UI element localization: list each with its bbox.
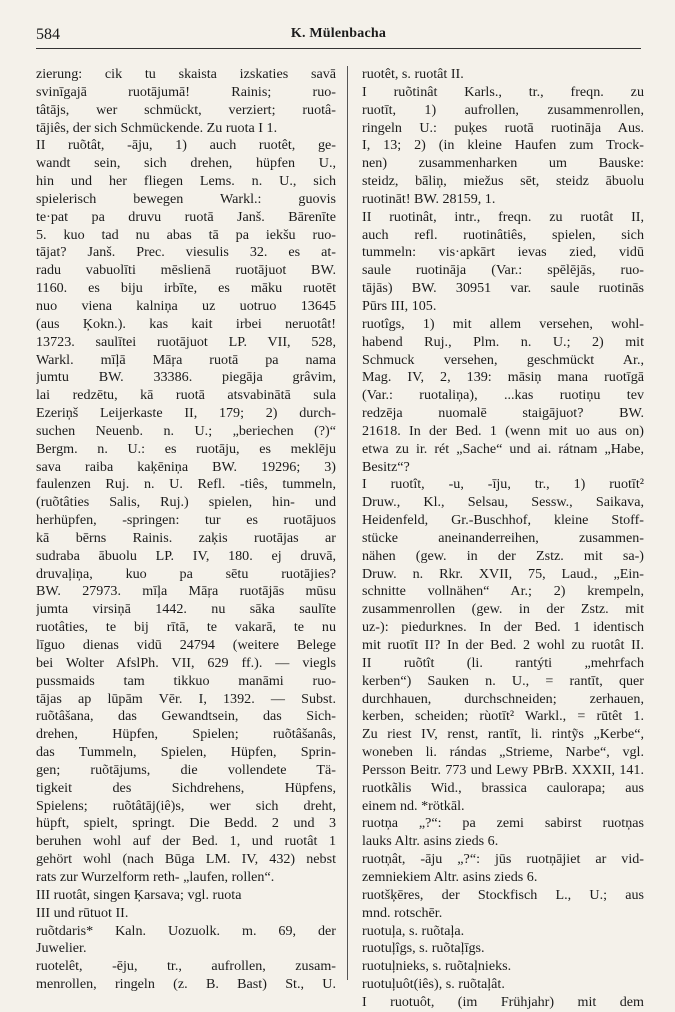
- text-line: jumtu BW. 33386. piegāja grâvim,: [36, 369, 336, 386]
- text-line: (Var.: ruotaliņa), ...kas ruotiņu tev: [362, 387, 644, 404]
- text-line: faulenzen Ruj. n. U. Refl. -tiês, tummeln,: [36, 476, 336, 493]
- text-line: Druw., Kl., Selsau, Sessw., Saikava,: [362, 494, 644, 511]
- text-line: pussmaids tam tikkuo manāmi ruo-: [36, 672, 336, 689]
- text-line: einem nd. *rötkāl.: [362, 797, 465, 814]
- text-line: Besitz“?: [362, 458, 410, 475]
- text-line: ruotšķēres, der Stockfisch L., U.; aus: [362, 886, 644, 903]
- text-line: 5. kuo tad nu abas tā pa iekšu ruo-: [36, 226, 336, 243]
- text-line: Spielens; ruõtâtāj(iê)s, wer sich dreht,: [36, 797, 336, 814]
- text-line: ruotêt, s. ruotât II.: [362, 66, 464, 82]
- text-line: steidz, bāliņ, miežus sēt, steidz ābuolu: [362, 173, 644, 190]
- text-line: jumta virsiņā 1442. nu sāka saulīte: [36, 601, 336, 618]
- text-line: ruotņât, -āju „?“: jūs ruotņājiet ar vid-: [362, 851, 644, 868]
- text-line: durchhauen, durchschneiden; zerhauen,: [362, 690, 644, 707]
- text-line: tājat? Janš. Prec. viesulis 32. es at-: [36, 244, 336, 261]
- text-line: lauks Altr. asins zieds 6.: [362, 833, 499, 850]
- text-line: ruotuļîgs, s. ruõtaļīgs.: [362, 940, 485, 957]
- text-line: saule ruotināja (Var.: spēlējās, ruo-: [362, 262, 644, 279]
- text-line: mnd. rotschēr.: [362, 904, 443, 921]
- text-line: stücke aneinanderreihen, zusammen-: [362, 529, 644, 546]
- text-line: beruhen wohl auf der Bed. 1, und ruotât 1: [36, 833, 336, 850]
- text-line: sudraba ābuolu LP. IV, 180. ej druvā,: [36, 547, 336, 564]
- text-line: ruotelêt, -ēju, tr., aufrollen, zusam-: [36, 958, 336, 975]
- text-line: Pūrs III, 105.: [362, 297, 437, 314]
- text-line: herhüpfen, -springen: tur es ruotājuos: [36, 512, 336, 529]
- text-line: Schmuck versehen, geschmückt Ar.,: [362, 351, 644, 368]
- text-line: ringeln U.: puķes ruotā ruotināja Aus.: [362, 119, 644, 136]
- text-line: ruotņa „?“: pa zemi sabirst ruotņas: [362, 815, 644, 832]
- text-line: hüpft, spielt, springt. Die Bedd. 2 und 3: [36, 815, 336, 832]
- text-line: nähen (gew. in der Zstz. mit sa-): [362, 547, 644, 564]
- column-divider: [347, 66, 348, 980]
- text-line: suchen Neuenb. n. U.; „beriechen (?)“: [36, 422, 336, 439]
- text-line: hin und her fliegen Lems. n. U., sich: [36, 173, 336, 190]
- text-line: II ruõtât, -āju, 1) auch ruotêt, ge-: [36, 137, 336, 154]
- text-line: III und rūtuot II.: [36, 904, 129, 921]
- text-line: Mag. IV, 2, 139: māsiņ mana ruotīgā: [362, 369, 644, 386]
- left-column: [36, 66, 336, 993]
- page-number: 584: [36, 26, 60, 43]
- text-line: (ruõtâties Salis, Ruj.) spielen, hin- und: [36, 494, 336, 511]
- text-line: gehört wohl (nach Būga LM. IV, 432) nebst: [36, 851, 336, 868]
- text-line: Warkl. mīļā Māŗa ruotā pa nama: [36, 351, 336, 368]
- text-line: kā bērns Rainis. zaķis ruotājas ar: [36, 529, 336, 546]
- right-column: [362, 66, 644, 1010]
- text-line: radu vabuolīti mēslienā ruotājuot BW.: [36, 262, 336, 279]
- text-line: tummeln: vis·apkārt ievas zied, vidū: [362, 244, 644, 261]
- text-line: woneben li. rándas „Strieme, Narbe“, vgl.: [362, 744, 644, 761]
- text-line: I ruotuôt, (im Frühjahr) mit dem: [362, 993, 644, 1010]
- text-line: ruotuļuôt(iês), s. ruõtaļât.: [362, 976, 505, 993]
- text-line: sava raiba kaķēniņa BW. 19296; 3): [36, 458, 336, 475]
- text-line: Druw. n. Rkr. XVII, 75, Laud., „Ein-: [362, 565, 644, 582]
- text-line: druvaļiņa, kuo pa sētu ruotājies?: [36, 565, 336, 582]
- text-line: 21618. In der Bed. 1 (wenn mit uo aus on): [362, 422, 644, 439]
- text-line: gen; ruõtājums, die vollendete Tä-: [36, 761, 336, 778]
- page-header: [36, 24, 641, 49]
- text-line: nen) zusammenharken um Bauske:: [362, 155, 644, 172]
- text-line: das Tummeln, Spielen, Hüpfen, Sprin-: [36, 744, 336, 761]
- text-line: zierung: cik tu skaista izskaties savā: [36, 66, 336, 82]
- text-line: (aus Ķokn.). kas kait irbei neruotât!: [36, 315, 336, 332]
- text-line: uz-): piedurknes. In der Bed. 1 identisch: [362, 619, 644, 636]
- text-line: te·pat pa druvu ruotā Janš. Bārenīte: [36, 208, 336, 225]
- text-line: bei Wolter AfslPh. VII, 629 ff.). — viegls: [36, 654, 336, 671]
- text-line: schnitte vollnähen“ Ar.; 2) krempeln,: [362, 583, 644, 600]
- text-line: 1160. es biju irbīte, es māku ruotēt: [36, 280, 336, 297]
- text-line: Zu riest IV, renst, rantīt, li. rintỹs „Kerbe“,: [362, 726, 644, 743]
- text-line: Bergm. n. U.: es ruotāju, es meklēju: [36, 440, 336, 457]
- text-line: 13723. saulītei ruotājuot LP. VII, 528,: [36, 333, 336, 350]
- text-line: ruotuļa, s. ruõtaļa.: [362, 922, 465, 939]
- text-line: ruotîgs, 1) mit allem versehen, wohl-: [362, 315, 644, 332]
- text-line: tigkeit des Sichdrehens, Hüpfens,: [36, 779, 336, 796]
- text-line: tājās) BW. 30951 var. saule ruotinās: [362, 280, 644, 297]
- text-line: mit ruotīt II? In der Bed. 2 wohl zu ruotât II.: [362, 637, 644, 653]
- text-line: menrollen, ringeln (z. B. Bast) St., U.: [36, 976, 336, 993]
- running-head: K. Mülenbacha: [290, 26, 387, 41]
- text-line: Persson Beitr. 773 und Lewy PBrB. XXXII, 141.: [362, 761, 644, 778]
- text-line: etwa zu ir. rét „Sache“ und ai. rátnam „Habe,: [362, 440, 644, 457]
- text-line: Juwelier.: [36, 940, 87, 957]
- text-line: II ruõtît (li. rantýti „mehrfach: [362, 654, 644, 671]
- text-line: tājas ap lūpām Vēr. I, 1392. — Subst.: [36, 690, 336, 707]
- text-line: kerben“) Sauken n. U., = rantīt, quer: [362, 672, 644, 689]
- text-line: I ruotît, -u, -īju, tr., 1) ruotīt²: [362, 476, 644, 493]
- text-line: drehen, Hüpfen, Spielen; ruõtâšanâs,: [36, 726, 336, 743]
- text-line: II ruotinât, intr., freqn. zu ruotât II,: [362, 208, 644, 225]
- text-line: zusammenrollen (gew. in der Zstz. mit: [362, 601, 644, 618]
- text-line: ruotināt! BW. 28159, 1.: [362, 190, 496, 207]
- text-line: ruotīt, 1) aufrollen, zusammenrollen,: [362, 101, 644, 118]
- text-line: svinīgajā ruotājumā! Rainis; ruo-: [36, 83, 336, 100]
- text-line: BW. 27973. mīļa Māŗa ruotājās mūsu: [36, 583, 336, 600]
- text-line: ruotâties, te bij rītā, te vakarā, te nu: [36, 619, 336, 636]
- text-line: wandt sein, sich drehen, hüpfen U.,: [36, 155, 336, 172]
- text-line: zemniekiem Altr. asins zieds 6.: [362, 868, 538, 885]
- text-line: I, 13; 2) (in kleine Haufen zum Trock-: [362, 137, 644, 154]
- text-line: tâtājs, wer schmückt, verziert; ruotâ-: [36, 101, 336, 118]
- text-line: ruõtâšana, das Gewandtsein, das Sich-: [36, 708, 336, 725]
- text-line: līguo dienas vidū 24794 (weitere Belege: [36, 637, 336, 653]
- text-line: ruotkãlis Wid., brassica caulorapa; aus: [362, 779, 644, 796]
- text-line: III ruotât, singen Ķarsava; vgl. ruota: [36, 886, 242, 903]
- text-line: kerben, scheiden; rùotīt² Warkl., = rūtêt 1.: [362, 708, 644, 725]
- text-line: habend Ruj., Plm. n. U.; 2) mit: [362, 333, 644, 350]
- text-line: rats zur Wurzelform reth- „laufen, rollen“.: [36, 868, 275, 885]
- text-line: ruõtdaris* Kaln. Uozuolk. m. 69, der: [36, 922, 336, 939]
- text-line: spielerisch bewegen Warkl.: guovis: [36, 190, 336, 207]
- text-line: Heidenfeld, Gr.-Buschhof, kleine Stoff-: [362, 512, 644, 529]
- text-line: Ezeriņš Leijerkaste II, 179; 2) durch-: [36, 405, 336, 422]
- text-line: nuo viena kalniņa uz uotruo 13645: [36, 297, 336, 314]
- text-line: tājiês, der sich Schmückende. Zu ruota I 1.: [36, 119, 278, 136]
- text-line: lai redzētu, kā ruotā atsvabinātā sula: [36, 387, 336, 404]
- text-line: I ruõtinât Karls., tr., freqn. zu: [362, 83, 644, 100]
- text-line: redzēja nuomalē staigājuot? BW.: [362, 405, 644, 422]
- text-line: ruotuļnieks, s. ruõtaļnieks.: [362, 958, 512, 975]
- text-line: auch refl. ruotinâtiês, spielen, sich: [362, 226, 644, 243]
